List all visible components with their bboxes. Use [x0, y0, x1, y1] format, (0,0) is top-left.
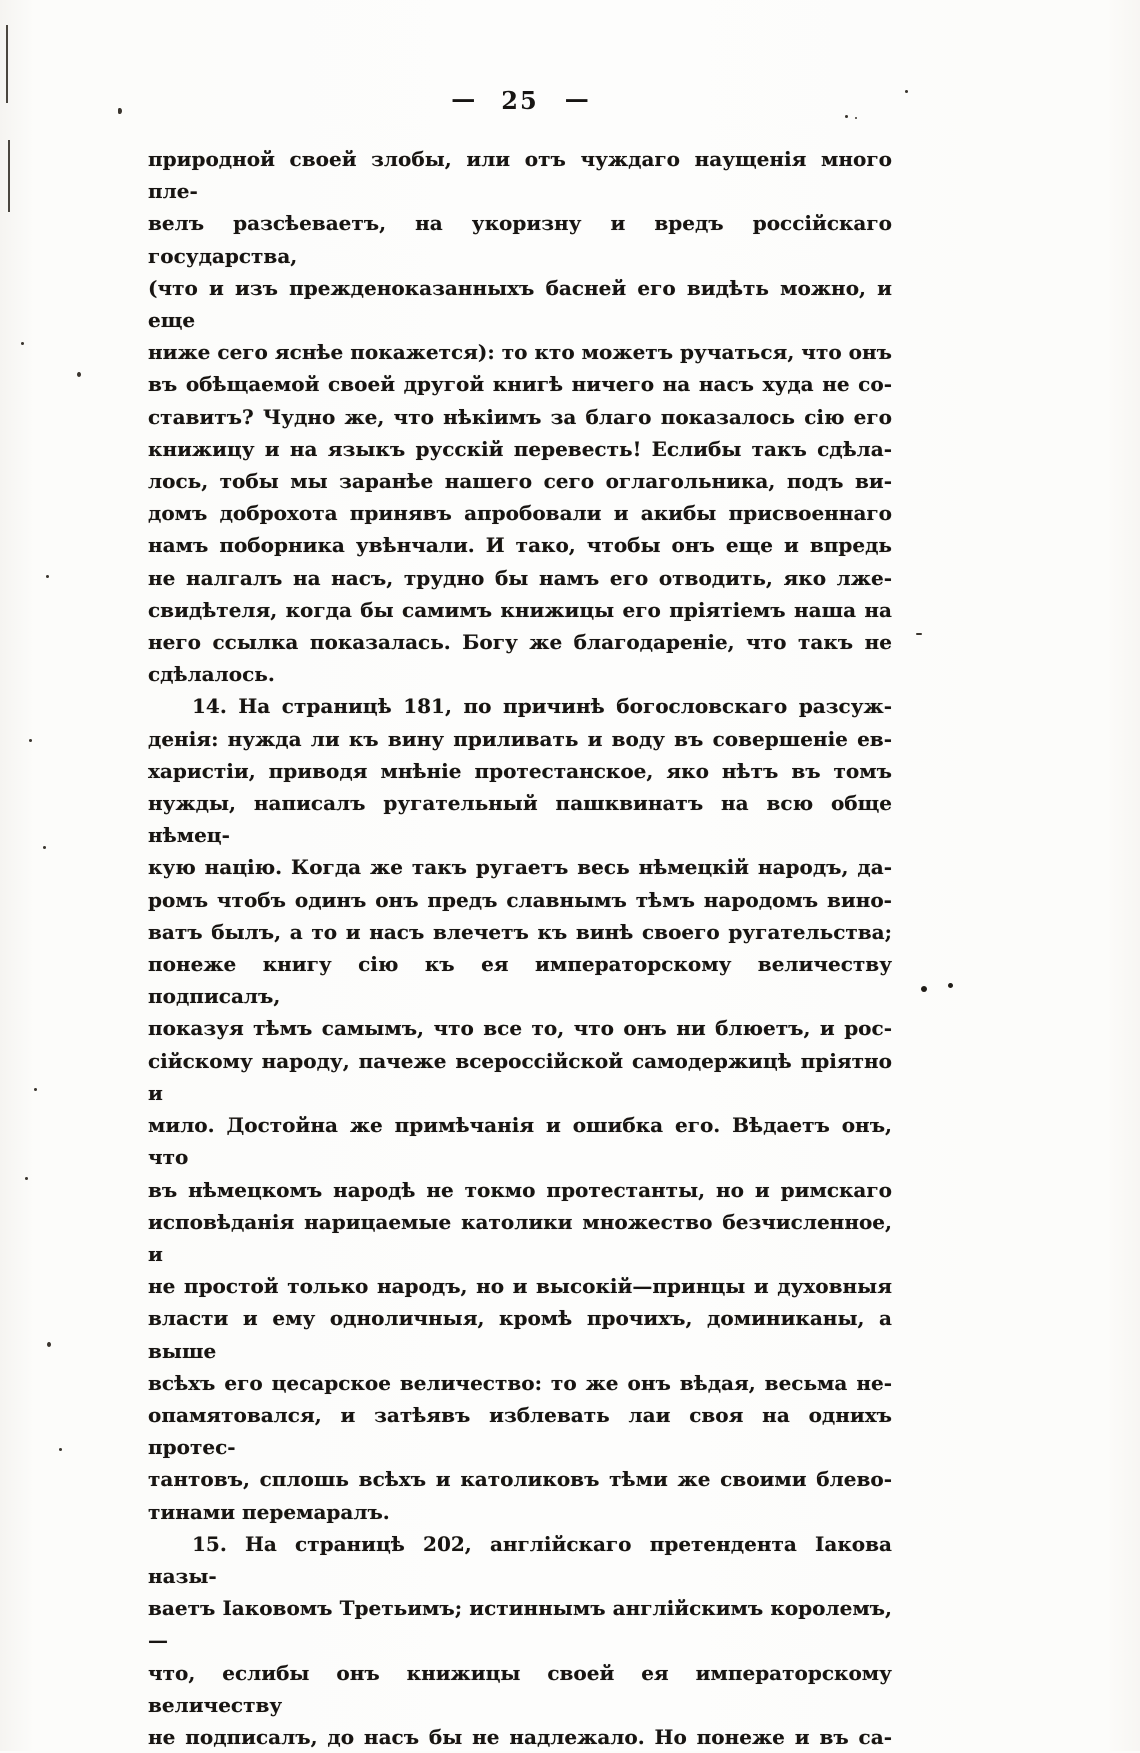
scan-speck: [46, 575, 49, 578]
text-line: въ обѣщаемой своей другой книгѣ ничего на насъ худа не со-: [148, 372, 892, 397]
text-line: харистіи, приводя мнѣніе протестанское, яко нѣтъ въ томъ: [148, 758, 892, 783]
text-line: ваетъ Іаковомъ Третьимъ; истиннымъ англійскимъ королемъ, —: [148, 1596, 892, 1653]
text-line: 14. На страницѣ 181, по причинѣ богословскаго разсуж-: [192, 694, 892, 719]
text-line: въ нѣмецкомъ народѣ не токмо протестанты, но и римскаго: [148, 1177, 892, 1202]
scan-speck: [34, 1088, 37, 1091]
text-line: опамятовался, и затѣявъ изблевать лаи своя на однихъ протес-: [148, 1402, 892, 1460]
text-line: тантовъ, сплошь всѣхъ и католиковъ тѣми же своими блево-: [148, 1467, 892, 1492]
text-line: ставитъ? Чудно же, что нѣкіимъ за благо показалось сію его: [148, 404, 892, 429]
scan-speck: [948, 983, 953, 988]
text-line: велъ разсѣеваетъ, на укоризну и вредъ россійскаго государства,: [148, 211, 892, 268]
scan-speck: [845, 115, 848, 118]
page-header: [148, 86, 892, 115]
scan-speck: [855, 117, 857, 119]
binding-edge-line: [8, 140, 10, 212]
text-line: (что и изъ прежденоказанныхъ басней его видѣть можно, и еще: [148, 275, 892, 333]
text-line: не налгалъ на насъ, трудно бы намъ его отводить, яко лже-: [148, 565, 892, 590]
page-number-left-dash: —: [451, 84, 476, 113]
text-line: исповѣданія нарицаемые католики множество безчисленное, и: [148, 1209, 892, 1266]
text-line: не подписалъ, до насъ бы не надлежало. Но понеже и въ са-: [148, 1724, 892, 1749]
text-line: ватъ былъ, а то и насъ влечетъ къ винѣ своего ругательства;: [148, 919, 892, 944]
scan-speck: [77, 372, 81, 377]
scan-speck: [921, 986, 927, 992]
scan-speck: [25, 1177, 28, 1180]
scan-speck: [29, 739, 32, 742]
text-line: сійскому народу, пачеже всероссійской самодержицѣ пріятно и: [148, 1048, 892, 1105]
text-line: денія: нужда ли къ вину приливать и воду въ совершеніе ев-: [148, 726, 892, 751]
text-line: 15. На страницѣ 202, англійскаго претендента Іакова назы-: [148, 1531, 892, 1588]
text-line: тинами перемаралъ.: [148, 1499, 390, 1524]
binding-edge-line: [6, 25, 8, 103]
text-line: не простой только народъ, но и высокій—принцы и духовныя: [148, 1274, 892, 1299]
text-line: природной своей злобы, или отъ чуждаго наущенія много пле-: [148, 147, 892, 204]
scan-speck: [905, 90, 908, 93]
scan-speck: [47, 1342, 51, 1347]
text-line: ромъ чтобъ одинъ онъ предъ славнымъ тѣмъ народомъ вино-: [148, 887, 892, 912]
text-line: кую націю. Когда же такъ ругаетъ весь нѣмецкій народъ, да-: [148, 855, 892, 880]
paragraph-item-15: [148, 1528, 892, 1753]
text-line: намъ поборника увѣнчали. И тако, чтобы онъ еще и впредь: [148, 533, 892, 558]
text-line: него ссылка показалась. Богу же благодареніе, что такъ не: [148, 630, 892, 655]
paragraph-item-14: [148, 690, 892, 1527]
text-line: власти и ему одноличныя, кромѣ прочихъ, доминиканы, а выше: [148, 1306, 892, 1363]
text-line: мило. Достойна же примѣчанія и ошибка его. Вѣдаетъ онъ, что: [148, 1113, 892, 1170]
scan-speck: [118, 108, 122, 114]
text-line: свидѣтеля, когда бы самимъ книжицы его пріятіемъ наша на: [148, 597, 892, 622]
text-line: понеже книгу сію къ ея императорскому величеству подписалъ,: [148, 952, 892, 1009]
scan-speck: [43, 846, 46, 849]
text-line: что, еслибы онъ книжицы своей ея императорскому величеству: [148, 1660, 892, 1717]
text-line: книжицу и на языкъ русскій перевесть! Еслибы такъ сдѣла-: [148, 436, 892, 461]
scan-speck: [916, 633, 922, 635]
text-block: [148, 143, 892, 1753]
scan-speck: [59, 1448, 62, 1451]
scan-speck: [21, 342, 24, 345]
text-line: нужды, написалъ ругательный пашквинатъ на всю обще нѣмец-: [148, 791, 892, 848]
text-line: ниже сего яснѣе покажется): то кто можетъ ручаться, что онъ: [148, 340, 892, 365]
page-number: 25: [501, 86, 539, 115]
text-line: лось, тобы мы заранѣе нашего сего оглагольника, подъ ви-: [148, 469, 892, 494]
page-number-right-dash: —: [564, 84, 589, 113]
text-line: сдѣлалось.: [148, 662, 275, 687]
text-line: показуя тѣмъ самымъ, что все то, что онъ ни блюетъ, и рос-: [148, 1016, 892, 1041]
text-line: домъ доброхота принявъ апробовали и акибы присвоеннаго: [148, 501, 892, 526]
paragraph-continuation: [148, 143, 892, 690]
text-line: всѣхъ его цесарское величество: то же онъ вѣдая, весьма не-: [148, 1370, 892, 1395]
